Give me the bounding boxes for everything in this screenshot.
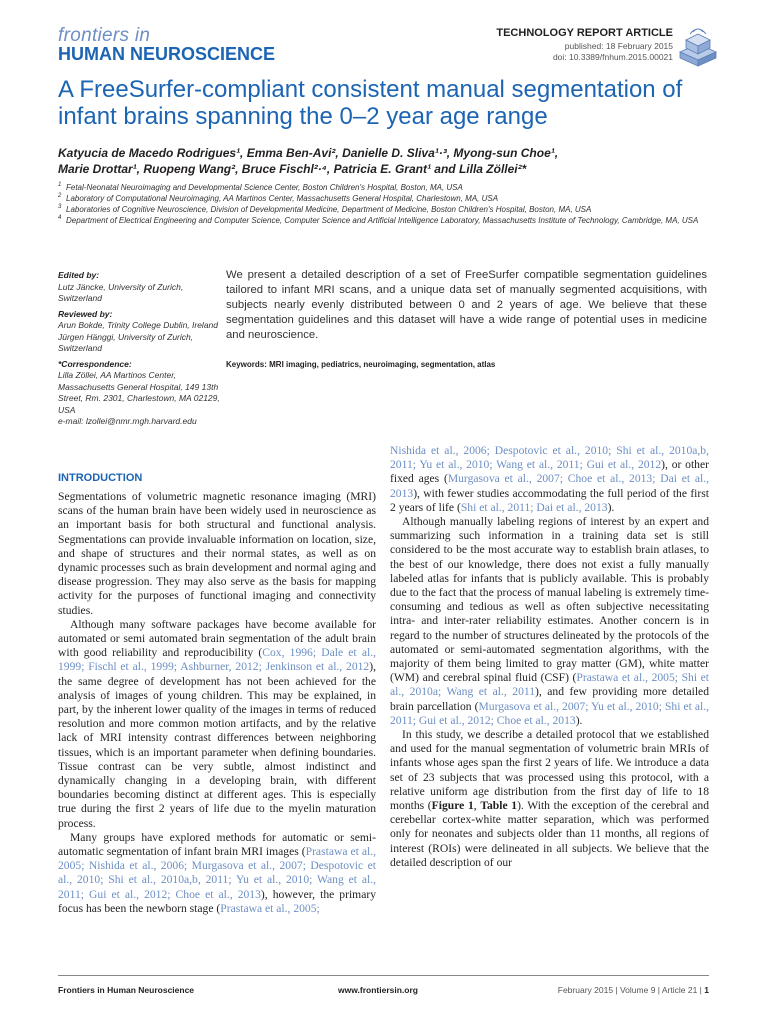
affiliation-3 xyxy=(58,204,708,215)
journal-logo-line2: HUMAN NEUROSCIENCE xyxy=(58,44,276,64)
article-title: A FreeSurfer-compliant consistent manual segmentation of infant brains spanning the 0–2 year age range xyxy=(58,76,683,130)
correspondence-address: Lilla Zöllei, AA Martinos Center, Massachusetts General Hospital, 149 13th Street, Rm. 2301, Charlestown, MA 02129, USA xyxy=(58,370,220,415)
citation-link[interactable]: Prastawa et al., 2005; xyxy=(220,901,320,915)
edited-by-label: Edited by: xyxy=(58,270,100,280)
journal-logo-line1: frontiers in xyxy=(58,25,151,46)
correspondence-label: *Correspondence: xyxy=(58,358,132,369)
citation-link[interactable]: Shi et al., 2011; Dai et al., 2013 xyxy=(460,500,608,514)
citation-link[interactable]: Prastawa et al., 2005; Shi et al., 2010a; Wang et al., 2011 xyxy=(390,671,709,699)
editorial-sidebar xyxy=(58,270,223,428)
footer-journal: Frontiers in Human Neuroscience xyxy=(58,985,195,995)
table-link[interactable]: Table 1 xyxy=(480,799,518,813)
affiliation-number: 3 xyxy=(58,204,62,210)
page-number: 1 xyxy=(704,985,709,995)
text-run: ). With the exception of the cerebral and cerebellar cortex-white matter separation, which was performed only for neonates and subjects older than 11 months, all regions of interest (ROIs) were delineated in all subjects. We believe that the detailed description of our xyxy=(390,799,710,869)
keywords-text: Keywords: MRI imaging, pediatrics, neuroimaging, segmentation, atlas xyxy=(226,360,496,369)
body-column-2 xyxy=(390,444,709,870)
publication-info xyxy=(553,41,673,63)
author-list xyxy=(58,145,708,177)
citation-link[interactable]: Prastawa et al., 2005; Nishida et al., 2006; Murgasova et al., 2007; Despotovic et al., 2010; Shi et al., 2010a,b, 2011; Yu et al., 2010; Wang et al., 2011; Gui et al., 2012; Choe et al., 2013 xyxy=(58,845,376,901)
text-run: ), and few providing more detailed brain parcellation ( xyxy=(390,685,709,713)
paragraph: Segmentations of volumetric magnetic resonance imaging (MRI) scans of the human brain have been widely used in neuroscience as an important basis for both structural and functional analysis. Segmentations can provide invaluable information on location, size, and shape of structures and their normal states, as well as on dynamic processes such as brain development and normal aging and disease progression. They may also serve as the basis for mapping activity for the purposes of functional imaging and connectivity studies. xyxy=(58,490,376,617)
affiliation-number: 2 xyxy=(58,193,62,199)
text-run: Although many software packages have become available for automated or semi automated brain segmentation of the adult brain with good reliability and reproducibility ( xyxy=(58,617,376,660)
text-run: ), however, the primary focus has been the newborn stage ( xyxy=(58,887,377,915)
text-run: ). xyxy=(575,713,583,727)
keywords xyxy=(226,360,707,369)
citation-link[interactable]: Murgasova et al., 2007; Yu et al., 2010; Shi et al., 2011; Gui et al., 2012; Choe et al., 2013 xyxy=(390,699,710,727)
affiliation-4 xyxy=(58,215,708,226)
figure-link[interactable]: Figure 1 xyxy=(431,799,474,813)
affiliations xyxy=(58,182,708,226)
reviewer-1: Arun Bokde, Trinity College Dublin, Ireland xyxy=(58,320,219,330)
citation-link[interactable]: Nishida et al., 2006; Despotovic et al., 2010; Shi et al., 2010a,b, 2011; Yu et al., 2010; Wang et al., 2011; Gui et al., 2012 xyxy=(390,444,709,472)
text-run: ), the same degree of development has not been achieved for the analysis of images of young children. This may be explained, in part, by the inherent lower quality of the images in terms of reduced resolution and more common motion artifacts, and by the relative lack of MRI intensity contrast differences between neighboring tissues, which is an important parameter when defining boundaries. Tissue contrast can be very subtle, almost indistinct and dynamically changing in a developing brain, with different boundaries becoming distinct at different ages. This is especially true during the first 2 years of life due to the myelin maturation process. xyxy=(58,660,376,830)
paragraph xyxy=(390,515,709,728)
affiliation-text: Fetal-Neonatal Neuroimaging and Developmental Science Center, Boston Children's Hospital, Boston, MA, USA xyxy=(66,183,463,192)
text-run: ). xyxy=(607,500,615,514)
footer-website[interactable]: www.frontiersin.org xyxy=(338,985,418,995)
paragraph xyxy=(390,728,709,870)
affiliation-text: Department of Electrical Engineering and Computer Science, Computer Science and Artificial Intelligence Laboratory, Massachusetts Institute of Technology, Cambridge, MA, USA xyxy=(66,216,699,225)
doi[interactable]: doi: 10.3389/fnhum.2015.00021 xyxy=(552,52,673,62)
reviewer-2: Jürgen Hänggi, University of Zurich, Switzerland xyxy=(58,331,194,353)
journal-graphic-icon xyxy=(676,22,720,68)
paragraph xyxy=(390,444,709,515)
citation-link[interactable]: Cox, 1996; Dale et al., 1999; Fischl et al., 1999; Ashburner, 2012; Jenkinson et al., 2012 xyxy=(58,646,376,674)
affiliation-2 xyxy=(58,193,708,204)
affiliation-text: Laboratories of Cognitive Neuroscience, Division of Developmental Medicine, Department of Medicine, Boston Children's Hospital, Boston, MA, USA xyxy=(66,205,592,214)
body-column-1 xyxy=(58,490,376,916)
text-run: , xyxy=(473,799,481,813)
affiliation-number: 1 xyxy=(58,182,62,188)
published-date: published: 18 February 2015 xyxy=(564,41,673,51)
footer-issue xyxy=(558,985,709,995)
text-run: ), with fewer studies accommodating the full period of the first 2 years of life ( xyxy=(390,486,709,514)
affiliation-text: Laboratory of Computational Neuroimaging, AA Martinos Center, Massachusetts General Hospital, Charlestown, MA, USA xyxy=(66,194,499,203)
paragraph xyxy=(58,618,376,831)
section-heading: INTRODUCTION xyxy=(58,472,143,484)
affiliation-number: 4 xyxy=(58,215,62,221)
text-run: In this study, we describe a detailed protocol that we established and used for the manual segmentation of volumetric brain MRIs of infants whose ages span the first 2 years of life. We introduce a data set of 23 subjects that was processed using this protocol, with a relative uniform age distribution from the first day of life to 18 months ( xyxy=(390,728,709,813)
authors-line-2: Marie Drottar¹, Ruopeng Wang², Bruce Fischl²·⁴, Patricia E. Grant¹ and Lilla Zöllei²* xyxy=(58,162,527,176)
authors-line-1: Katyucia de Macedo Rodrigues¹, Emma Ben-Avi², Danielle D. Sliva¹·³, Myong-sun Choe¹, xyxy=(58,146,559,160)
footer-divider xyxy=(58,975,709,976)
text-run: Many groups have explored methods for automatic or semi-automatic segmentation of infant brain MRI images ( xyxy=(58,830,376,859)
affiliation-1 xyxy=(58,182,708,193)
text-run: ), or other fixed ages ( xyxy=(390,458,709,486)
article-type: TECHNOLOGY REPORT ARTICLE xyxy=(496,27,673,39)
editor: Lutz Jäncke, University of Zurich, Switzerland xyxy=(58,281,184,303)
footer-issue-text: February 2015 | Volume 9 | Article 21 | xyxy=(557,985,702,995)
reviewed-by-label: Reviewed by: xyxy=(58,308,113,319)
citation-link[interactable]: Murgasova et al., 2007; Choe et al., 2013; Dai et al., 2013 xyxy=(390,472,709,500)
text-run: Although manually labeling regions of interest by an expert and summarizing such information in a training data set is still considered to be the most accurate way to establish brain atlases, to the best of our knowledge, there does not exist a fully manually labeled atlas for infants that is publicly available. This is probably due to the fact that the process of manual labeling is extremely time-consuming and tedious as well as often subjective necessitating intra- and inter-rater reliability estimates. Another concern is in regard to the number of structures delineated by the protocols of the automated or semi-automated segmentation algorithms, with the majority of them being limited to gray matter (GM), white matter (WM) and cerebral spinal fluid (CSF) ( xyxy=(390,515,709,685)
abstract: We present a detailed description of a set of FreeSurfer compatible segmentation guidelines tailored to infant MRI scans, and a unique data set of manually segmented acquisitions, with subjects nearly evenly distributed between 0 and 2 years of age. We believe that these segmentation guidelines and this dataset will have a wide range of potential uses in medicine and neuroscience. xyxy=(226,269,707,341)
paragraph xyxy=(58,831,376,916)
correspondence-email[interactable]: e-mail: lzollei@nmr.mgh.harvard.edu xyxy=(58,416,197,426)
